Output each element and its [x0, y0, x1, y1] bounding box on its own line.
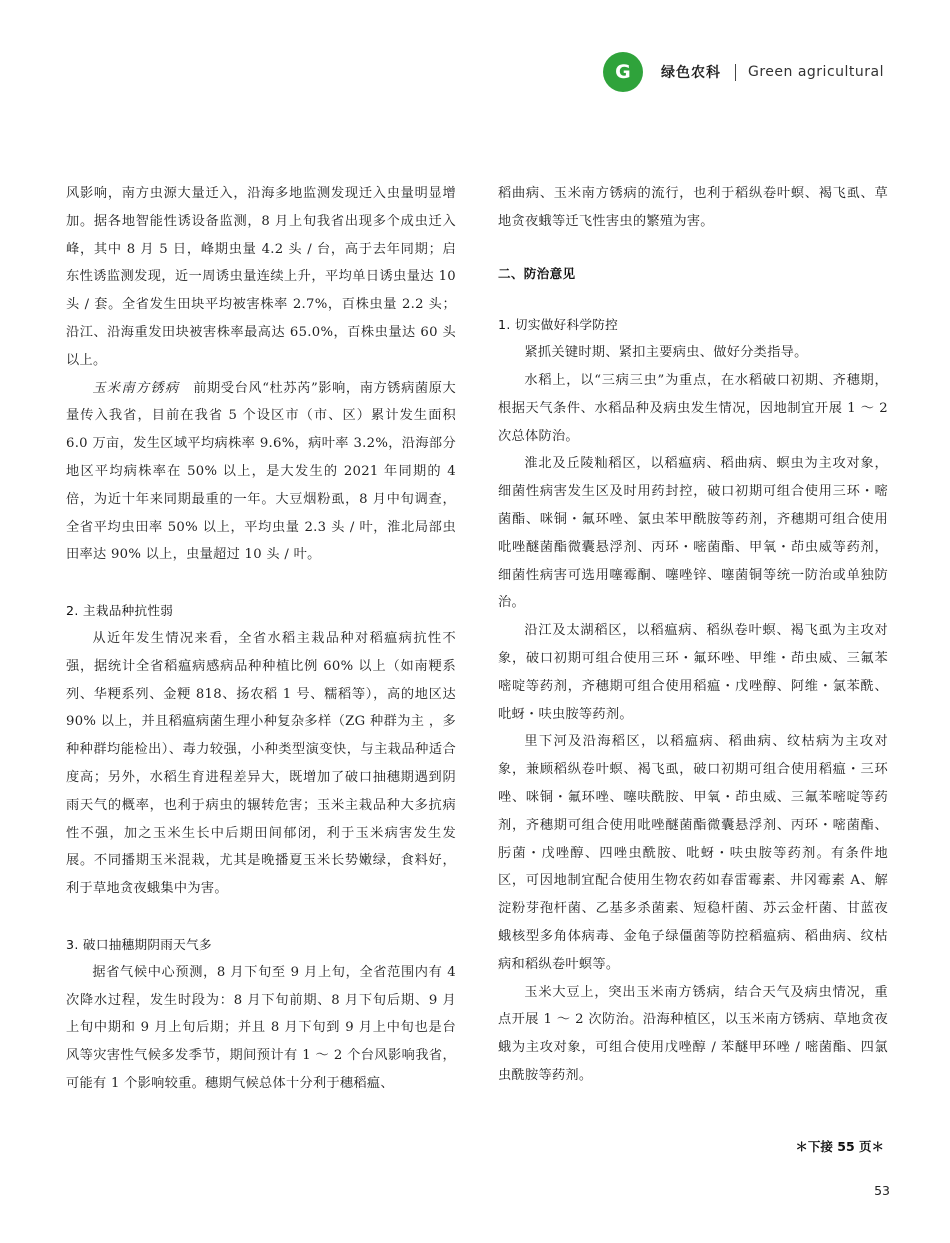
green-g-logo: G — [603, 52, 643, 92]
paragraph: 淮北及丘陵籼稻区，以稻瘟病、稻曲病、螟虫为主攻对象，细菌性病害发生区及时用药封控，破口初期可组合使用三环・嘧菌酯、咪铜・氟环唑、氯虫苯甲酰胺等药剂，齐穗期可组合使用吡唑醚菌酯微囊悬浮剂、丙环・嘧菌酯、甲氧・茚虫威等药剂，细菌性病害可选用噻霉酮、噻唑锌、噻菌铜等统一防治或单独防治。 — [498, 456, 888, 611]
paragraph: 水稻上，以“三病三虫”为重点，在水稻破口初期、齐穗期，根据天气条件、水稻品种及病虫发生情况，因地制宜开展 1 ～ 2 次总体防治。 — [498, 372, 888, 444]
paragraph: 紧抓关键时期、紧扣主要病虫、做好分类指导。 — [524, 345, 808, 361]
paragraph: 从近年发生情况来看，全省水稻主栽品种对稻瘟病抗性不强，据统计全省稻瘟病感病品种种植比例 60% 以上（如南粳系列、华粳系列、金粳 818、扬农稻 1 号、糯稻等），高的地区达 90% 以上，并且稻瘟病菌生理小种复杂多样（ZG 种群为主 ，多种种群均能检出）、毒力较强，小种类型演变快，与主栽品种适合度高；另外，水稻生育进程差异大，既增加了破口抽穗期遇到阴雨天气的概率，也利于病虫的辗转危害；玉米主栽品种大多抗病性不强，加之玉米生长中后期田间郁闭，利于玉米病害发生发展。不同播期玉米混栽，尤其是晚播夏玉米长势嫩绿，食料好，利于草地贪夜蛾集中为害。 — [66, 630, 456, 897]
runin-heading: 玉米南方锈病 — [92, 380, 180, 396]
paragraph-southern-rust — [66, 375, 456, 570]
paragraph: 玉米大豆上，突出玉米南方锈病，结合天气及病虫情况，重点开展 1 ～ 2 次防治。沿海种植区，以玉米南方锈病、草地贪夜蛾为主攻对象，可组合使用戊唑醇 / 苯醚甲环唑 / 嘧菌酯、四氯虫酰胺等药剂。 — [498, 984, 888, 1083]
left-column — [66, 180, 456, 1098]
right-column — [498, 180, 888, 1090]
column-title-en: Green agricultural — [747, 64, 884, 80]
subheading-rainy-weather: 3. 破口抽穗期阴雨天气多 — [66, 936, 212, 952]
page-number: 53 — [874, 1183, 890, 1198]
header-divider — [735, 64, 736, 81]
page-header — [603, 52, 884, 92]
paragraph-body: 前期受台风“杜苏芮”影响，南方锈病菌原大量传入我省，目前在我省 5 个设区市（市、区）累计发生面积 6.0 万亩，发生区域平均病株率 9.6%，病叶率 3.2%，沿海部分地区平均病株率在 50% 以上，是大发生的 2021 年同期的 4 倍，为近十年来同期最重的一年。大豆烟粉虱，8 月中旬调查，全省平均虫田率 50% 以上，平均虫量 2.3 头 / 叶，淮北局部虫田率达 90% 以上，虫量超过 10 头 / 叶。 — [66, 380, 456, 563]
column-title-cn: 绿色农科 — [660, 65, 721, 81]
paragraph: 据省气候中心预测，8 月下旬至 9 月上旬，全省范围内有 4 次降水过程，发生时段为：8 月下旬前期、8 月下旬后期、9 月上旬中期和 9 月上旬后期；并且 8 月下旬到 9 月上中旬也是台风等灾害性气候多发季节，期间预计有 1 ～ 2 个台风影响我省，可能有 1 个影响较重。穗期气候总体十分利于穗稻瘟、 — [66, 964, 456, 1091]
section-heading-control-advice: 二、防治意见 — [498, 265, 576, 281]
paragraph: 沿江及太湖稻区，以稻瘟病、稻纵卷叶螟、褐飞虱为主攻对象，破口初期可组合使用三环・氟环唑、甲维・茚虫威、三氟苯嘧啶等药剂，齐穗期可组合使用稻瘟・戊唑醇、阿维・氯苯酰、吡蚜・呋虫胺等药剂。 — [498, 623, 888, 722]
subheading-scientific-control: 1. 切实做好科学防控 — [498, 317, 619, 333]
subheading-variety-resistance: 2. 主栽品种抗性弱 — [66, 603, 174, 619]
continued-on-page-note: ＊下接 55 页＊ — [795, 1139, 884, 1154]
paragraph: 风影响，南方虫源大量迁入，沿海多地监测发现迁入虫量明显增加。据各地智能性诱设备监测，8 月上旬我省出现多个成虫迁入峰，其中 8 月 5 日，峰期虫量 4.2 头 / 台，高于去年同期；启东性诱监测发现，近一周诱虫量连续上升，平均单日诱虫量达 10 头 / 套。全省发生田块平均被害株率 2.7%，百株虫量 2.2 头；沿江、沿海重发田块被害株率最高达 65.0%，百株虫量达 60 头以上。 — [66, 186, 456, 368]
paragraph: 里下河及沿海稻区，以稻瘟病、稻曲病、纹枯病为主攻对象，兼顾稻纵卷叶螟、褐飞虱，破口初期可组合使用稻瘟・三环唑、咪铜・氟环唑、噻呋酰胺、甲氧・茚虫威、三氟苯嘧啶等药剂，齐穗期可组合使用吡唑醚菌酯微囊悬浮剂、丙环・嘧菌酯、肟菌・戊唑醇、四唑虫酰胺、吡蚜・呋虫胺等药剂。有条件地区，可因地制宜配合使用生物农药如春雷霉素、井冈霉素 A、解淀粉芽孢杆菌、乙基多杀菌素、短稳杆菌、苏云金杆菌、甘蓝夜蛾核型多角体病毒、金龟子绿僵菌等防控稻瘟病、稻曲病、纹枯病和稻纵卷叶螟等。 — [498, 734, 888, 972]
paragraph: 稻曲病、玉米南方锈病的流行，也利于稻纵卷叶螟、褐飞虱、草地贪夜蛾等迁飞性害虫的繁殖为害。 — [498, 186, 888, 229]
